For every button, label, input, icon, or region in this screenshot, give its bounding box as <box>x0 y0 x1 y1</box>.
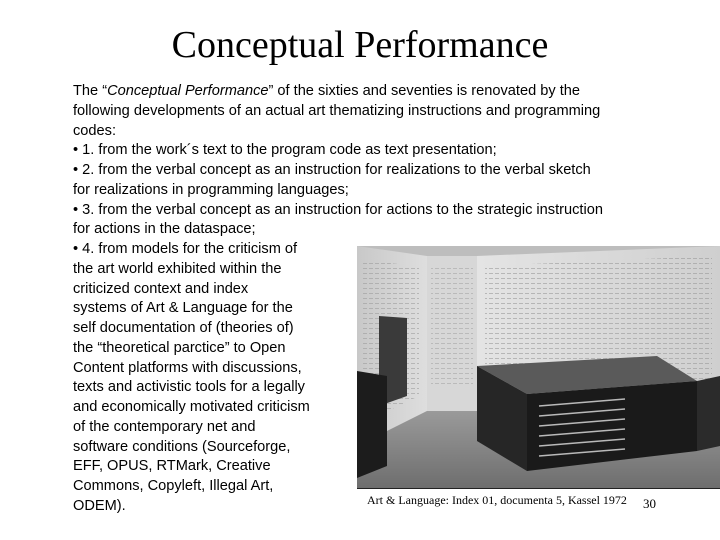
page-number: 30 <box>643 496 656 511</box>
intro-prefix: The “ <box>73 83 108 99</box>
body-line: Commons, Copyleft, Illegal Art, <box>73 478 274 494</box>
intro-suffix: ” of the sixties and seventies is renovated by the <box>268 83 581 99</box>
body-line: criticized context and index <box>73 280 249 297</box>
body-line: the art world exhibited within the <box>73 260 282 277</box>
photo-bottom-border <box>357 488 720 489</box>
slide-title: Conceptual Performance <box>171 24 549 66</box>
intro-italic-term: Conceptual Performance <box>107 83 269 99</box>
body-line: EFF, OPUS, RTMark, Creative <box>73 458 271 475</box>
body-line: the “theoretical parctice” to Open <box>73 339 286 356</box>
body-line: self documentation of (theories of) <box>73 320 294 336</box>
body-line-intro <box>73 82 603 102</box>
exhibition-photo-illustration <box>357 246 720 488</box>
body-line: ODEM). <box>73 497 126 514</box>
bullet-1: • 1. from the work´s text to the program code as text presentation; <box>73 142 497 159</box>
photo-caption: Art & Language: Index 01, documenta 5, Kassel 1972 <box>367 493 627 507</box>
body-line: texts and activistic tools for a legally <box>73 379 305 396</box>
body-line: and economically motivated criticism <box>73 399 310 415</box>
bullet-2: • 2. from the verbal concept as an instruction for realizations to the verbal sketch <box>73 162 591 178</box>
body-line: Content platforms with discussions, <box>73 359 302 376</box>
body-line: of the contemporary net and <box>73 418 256 435</box>
body-line: systems of Art & Language for the <box>73 300 293 317</box>
body-line: for realizations in programming languages; <box>73 181 349 198</box>
body-line: following developments of an actual art thematizing instructions and programming <box>73 102 601 119</box>
exhibition-photo <box>357 246 720 488</box>
bullet-4: • 4. from models for the criticism of <box>73 241 298 257</box>
body-line: codes: <box>73 122 116 139</box>
body-line: software conditions (Sourceforge, <box>73 438 291 455</box>
body-line: for actions in the dataspace; <box>73 221 256 238</box>
bullet-3: • 3. from the verbal concept as an instruction for actions to the strategic instruction <box>73 201 603 218</box>
